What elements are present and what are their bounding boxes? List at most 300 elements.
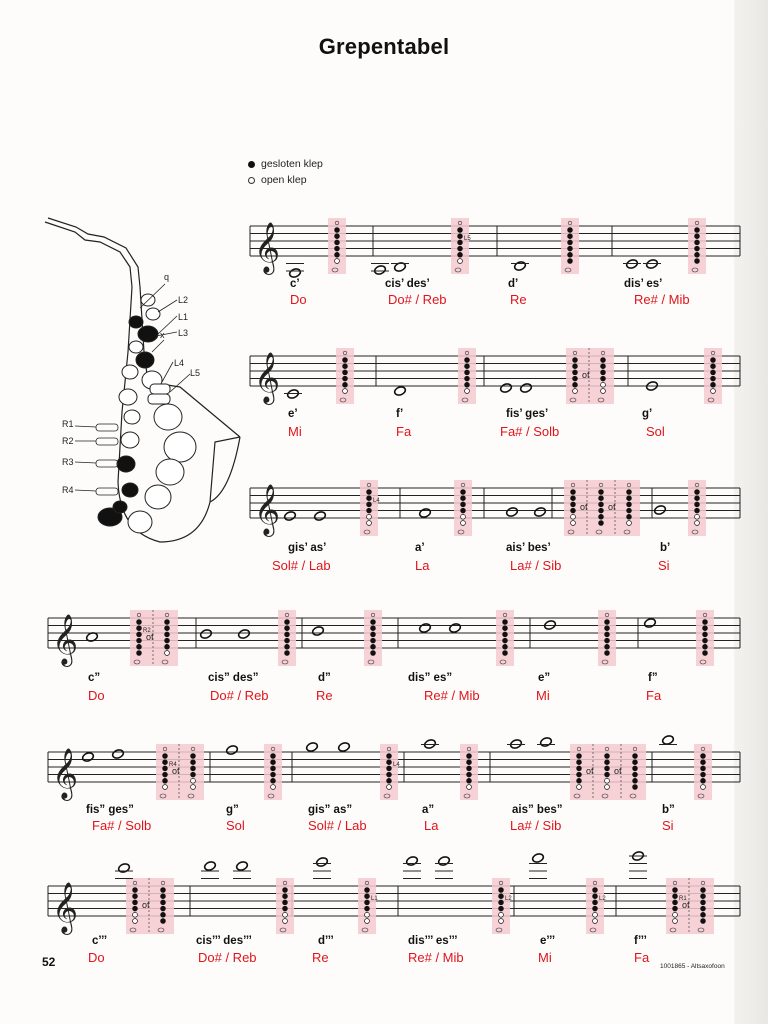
closed-key-icon <box>465 358 470 363</box>
open-key-icon <box>271 785 276 790</box>
solfege-name: Mi <box>536 688 550 703</box>
closed-key-icon <box>365 894 370 899</box>
fingering-box <box>130 610 178 666</box>
sax-label-x: x <box>160 330 165 340</box>
closed-key-icon <box>627 496 632 501</box>
closed-key-icon <box>467 778 472 783</box>
closed-key-icon <box>367 508 372 513</box>
closed-key-icon <box>605 626 610 631</box>
closed-key-icon <box>283 900 288 905</box>
fingering-box <box>566 348 614 404</box>
closed-key-icon <box>367 496 372 501</box>
closed-key-icon <box>599 514 604 519</box>
closed-key-icon <box>458 234 463 239</box>
closed-key-icon <box>593 900 598 905</box>
note-name: cis” des” <box>208 672 259 684</box>
open-key-icon <box>133 912 138 917</box>
closed-key-icon <box>599 502 604 507</box>
closed-key-icon <box>627 514 632 519</box>
note-name: gis’ as’ <box>288 542 327 554</box>
closed-key-icon <box>571 496 576 501</box>
closed-key-icon <box>577 760 582 765</box>
closed-key-icon <box>568 228 573 233</box>
closed-key-icon <box>165 638 170 643</box>
note-head <box>534 507 547 518</box>
closed-key-icon <box>695 234 700 239</box>
closed-key-icon <box>371 620 376 625</box>
closed-key-icon <box>701 906 706 911</box>
sax-label-r4: R4 <box>62 485 74 495</box>
closed-key-icon <box>571 502 576 507</box>
note-name: b” <box>662 804 675 816</box>
or-label: of <box>608 502 616 512</box>
note-head <box>82 752 95 763</box>
closed-key-icon <box>503 638 508 643</box>
closed-key-icon <box>367 490 372 495</box>
note-head <box>644 618 657 629</box>
closed-key-icon <box>191 760 196 765</box>
closed-key-icon <box>503 651 508 656</box>
closed-key-icon <box>499 888 504 893</box>
or-label: of <box>682 900 690 910</box>
closed-key-icon <box>191 754 196 759</box>
closed-key-icon <box>627 508 632 513</box>
key-label: R2 <box>143 628 151 634</box>
or-label: of <box>580 502 588 512</box>
closed-key-icon <box>701 888 706 893</box>
closed-key-icon <box>711 376 716 381</box>
closed-key-icon <box>133 900 138 905</box>
note-name: gis” as” <box>308 804 353 816</box>
closed-key-icon <box>599 521 604 526</box>
page-number: 52 <box>42 955 56 969</box>
key-label: R4 <box>169 762 177 768</box>
closed-key-icon <box>701 760 706 765</box>
closed-key-icon <box>343 364 348 369</box>
or-label: of <box>586 766 594 776</box>
solfege-name: Sol# / Lab <box>272 558 331 573</box>
solfege-name: Re <box>316 688 333 703</box>
solfege-name: Do# / Reb <box>388 292 447 307</box>
treble-clef-icon: 𝄞 <box>254 353 281 402</box>
key-label: L4 <box>393 762 400 768</box>
closed-key-icon <box>577 778 582 783</box>
sax-label-l1: L1 <box>178 312 189 322</box>
open-key-icon <box>701 785 706 790</box>
closed-key-icon <box>271 766 276 771</box>
closed-key-icon <box>701 894 706 899</box>
closed-key-icon <box>701 778 706 783</box>
closed-key-icon <box>137 620 142 625</box>
closed-key-icon <box>695 496 700 501</box>
closed-key-icon <box>161 900 166 905</box>
closed-key-icon <box>605 638 610 643</box>
note-head <box>540 737 553 748</box>
closed-key-icon <box>161 888 166 893</box>
open-key-icon <box>343 389 348 394</box>
note-head <box>406 856 419 867</box>
note-name: f” <box>648 672 658 684</box>
closed-key-icon <box>593 894 598 899</box>
closed-key-icon <box>387 760 392 765</box>
solfege-name: Re# / Mib <box>424 688 480 703</box>
closed-key-icon <box>703 651 708 656</box>
open-key-icon <box>387 785 392 790</box>
closed-key-icon <box>499 900 504 905</box>
closed-key-icon <box>271 754 276 759</box>
note-head <box>204 861 217 872</box>
open-key-icon <box>461 521 466 526</box>
closed-key-icon <box>335 228 340 233</box>
closed-key-icon <box>573 370 578 375</box>
closed-key-icon <box>161 906 166 911</box>
closed-key-icon <box>283 888 288 893</box>
open-key-icon <box>191 778 196 783</box>
note-name: e’’’ <box>540 935 556 947</box>
closed-key-icon <box>695 252 700 257</box>
closed-key-icon <box>371 638 376 643</box>
open-key-icon <box>695 514 700 519</box>
closed-key-icon <box>271 772 276 777</box>
closed-key-icon <box>499 906 504 911</box>
closed-key-icon <box>335 240 340 245</box>
solfege-name: Re <box>312 950 329 965</box>
open-key-icon <box>627 521 632 526</box>
sax-label-q: q <box>164 272 170 282</box>
legend-closed-label: gesloten klep <box>261 158 323 170</box>
closed-key-icon <box>467 760 472 765</box>
closed-key-icon <box>137 632 142 637</box>
closed-key-icon <box>633 778 638 783</box>
solfege-name: Sol# / Lab <box>308 818 367 833</box>
sax-label-l3: L3 <box>178 328 189 338</box>
closed-key-icon <box>163 766 168 771</box>
note-name: cis’’’ des’’’ <box>196 935 252 947</box>
closed-key-icon <box>605 644 610 649</box>
solfege-name: La# / Sib <box>510 558 562 573</box>
closed-key-icon <box>163 754 168 759</box>
note-head <box>236 861 249 872</box>
closed-key-icon <box>365 888 370 893</box>
note-name: d’’’ <box>318 935 334 947</box>
closed-key-icon <box>467 766 472 771</box>
key-label: R1 <box>679 896 687 902</box>
closed-key-icon <box>577 772 582 777</box>
closed-key-icon <box>133 888 138 893</box>
closed-key-icon <box>605 754 610 759</box>
closed-key-icon <box>673 906 678 911</box>
closed-key-icon <box>695 502 700 507</box>
open-key-icon <box>601 389 606 394</box>
closed-key-icon <box>343 370 348 375</box>
open-key-icon <box>605 785 610 790</box>
closed-key-icon <box>465 382 470 387</box>
closed-key-icon <box>605 632 610 637</box>
closed-key-icon <box>599 508 604 513</box>
closed-key-icon <box>703 638 708 643</box>
closed-key-icon <box>371 644 376 649</box>
note-head <box>514 261 527 272</box>
fingering-box <box>666 878 714 934</box>
closed-key-icon <box>711 364 716 369</box>
closed-key-icon <box>573 376 578 381</box>
closed-key-icon <box>627 490 632 495</box>
closed-key-icon <box>605 760 610 765</box>
closed-key-icon <box>343 358 348 363</box>
closed-key-icon <box>165 644 170 649</box>
closed-key-icon <box>458 240 463 245</box>
closed-key-icon <box>571 508 576 513</box>
solfege-name: Fa <box>396 424 412 439</box>
open-key-icon <box>571 521 576 526</box>
note-name: g’ <box>642 408 653 420</box>
closed-key-icon <box>573 358 578 363</box>
note-head <box>118 863 131 874</box>
open-key-icon <box>499 912 504 917</box>
closed-key-icon <box>499 894 504 899</box>
closed-key-icon <box>271 760 276 765</box>
closed-key-icon <box>703 626 708 631</box>
open-key-icon <box>711 389 716 394</box>
open-key-icon <box>133 919 138 924</box>
solfege-name: La <box>415 558 430 573</box>
note-name: d” <box>318 672 331 684</box>
note-name: a’ <box>415 542 425 554</box>
closed-key-icon <box>605 620 610 625</box>
closed-key-icon <box>387 754 392 759</box>
closed-key-icon <box>465 376 470 381</box>
note-name: dis’’’ es’’’ <box>408 935 458 947</box>
solfege-name: Sol <box>226 818 245 833</box>
open-key-icon <box>191 785 196 790</box>
key-label: L4 <box>373 498 380 504</box>
closed-key-icon <box>601 370 606 375</box>
note-head <box>646 259 659 270</box>
closed-key-icon <box>601 364 606 369</box>
note-head <box>338 742 351 753</box>
open-key-icon <box>695 521 700 526</box>
closed-key-icon <box>467 772 472 777</box>
solfege-name: Sol <box>646 424 665 439</box>
treble-clef-icon: 𝄞 <box>52 883 79 932</box>
closed-key-icon <box>633 760 638 765</box>
closed-key-icon <box>285 638 290 643</box>
closed-key-icon <box>599 490 604 495</box>
closed-key-icon <box>461 490 466 495</box>
solfege-name: Fa <box>646 688 662 703</box>
closed-key-icon <box>163 778 168 783</box>
note-name: c” <box>88 672 101 684</box>
closed-key-icon <box>503 644 508 649</box>
note-name: cis’ des’ <box>385 278 430 290</box>
closed-key-icon <box>371 651 376 656</box>
open-key-icon <box>283 919 288 924</box>
open-key-icon <box>458 259 463 264</box>
closed-key-icon <box>137 638 142 643</box>
note-head <box>306 742 319 753</box>
solfege-name: Si <box>662 818 674 833</box>
note-name: ais’ bes’ <box>506 542 551 554</box>
closed-key-icon <box>711 370 716 375</box>
closed-key-icon <box>137 651 142 656</box>
closed-key-icon <box>568 240 573 245</box>
closed-key-icon <box>343 382 348 387</box>
open-key-icon <box>593 919 598 924</box>
closed-key-icon <box>465 370 470 375</box>
note-head <box>419 623 432 634</box>
solfege-name: La# / Sib <box>510 818 562 833</box>
closed-key-icon <box>161 894 166 899</box>
note-head <box>238 629 251 640</box>
closed-key-icon <box>695 240 700 245</box>
sax-label-l4: L4 <box>174 358 185 368</box>
note-head <box>314 511 327 522</box>
closed-key-icon <box>695 259 700 264</box>
note-name: ais” bes” <box>512 804 563 816</box>
open-key-icon <box>163 785 168 790</box>
solfege-name: Mi <box>288 424 302 439</box>
closed-key-icon <box>503 632 508 637</box>
closed-key-icon <box>633 772 638 777</box>
closed-key-icon <box>701 912 706 917</box>
closed-key-icon <box>599 496 604 501</box>
closed-key-icon <box>605 772 610 777</box>
closed-key-icon <box>673 894 678 899</box>
closed-key-icon <box>387 778 392 783</box>
closed-key-icon <box>601 376 606 381</box>
closed-key-icon <box>191 772 196 777</box>
closed-key-icon <box>711 382 716 387</box>
solfege-name: Do <box>88 950 105 965</box>
page-title: Grepentabel <box>318 34 450 59</box>
open-key-icon <box>283 912 288 917</box>
note-name: c’’’ <box>92 935 108 947</box>
open-key-icon <box>673 919 678 924</box>
note-name: g” <box>226 804 239 816</box>
closed-key-icon <box>461 508 466 513</box>
closed-key-icon <box>285 620 290 625</box>
solfege-name: Re# / Mib <box>408 950 464 965</box>
solfege-name: Fa# / Solb <box>92 818 152 833</box>
closed-key-icon <box>503 620 508 625</box>
closed-key-icon <box>673 888 678 893</box>
note-name: b’ <box>660 542 671 554</box>
open-key-icon <box>573 389 578 394</box>
open-key-icon <box>601 382 606 387</box>
closed-key-icon <box>503 626 508 631</box>
note-name: fis” ges” <box>86 804 134 816</box>
sax-label-l2: L2 <box>178 295 189 305</box>
closed-key-icon <box>335 246 340 251</box>
open-key-icon <box>367 521 372 526</box>
or-label: of <box>172 766 180 776</box>
closed-key-icon <box>695 508 700 513</box>
open-key-icon <box>593 912 598 917</box>
closed-key-icon <box>285 632 290 637</box>
solfege-name: La <box>424 818 439 833</box>
note-head <box>520 383 533 394</box>
note-name: f’’’ <box>634 935 647 947</box>
key-label: L1 <box>371 896 378 902</box>
closed-key-icon <box>701 919 706 924</box>
note-head <box>500 383 513 394</box>
note-name: e” <box>538 672 551 684</box>
closed-key-icon <box>137 644 142 649</box>
closed-key-icon <box>633 754 638 759</box>
sax-label-r2: R2 <box>62 436 74 446</box>
closed-key-icon <box>165 632 170 637</box>
solfege-name: Fa <box>634 950 650 965</box>
key-label: L2 <box>505 896 512 902</box>
note-head <box>544 620 557 631</box>
closed-key-icon <box>703 632 708 637</box>
closed-key-icon <box>568 259 573 264</box>
note-name: d’ <box>508 278 519 290</box>
note-head <box>626 259 639 270</box>
fingering-box <box>156 744 204 800</box>
or-label: of <box>142 900 150 910</box>
or-label: of <box>614 766 622 776</box>
closed-key-icon <box>365 906 370 911</box>
open-key-icon <box>673 912 678 917</box>
treble-clef-icon: 𝄞 <box>254 485 281 534</box>
closed-key-icon <box>568 234 573 239</box>
note-head <box>374 265 387 276</box>
closed-key-icon <box>161 919 166 924</box>
closed-key-icon <box>165 620 170 625</box>
closed-key-icon <box>365 900 370 905</box>
closed-key-icon <box>695 246 700 251</box>
note-head <box>449 623 462 634</box>
open-key-icon <box>461 514 466 519</box>
note-head <box>662 735 675 746</box>
closed-key-icon <box>285 626 290 631</box>
open-key-icon <box>499 919 504 924</box>
closed-key-icon <box>163 772 168 777</box>
note-name: e’ <box>288 408 298 420</box>
closed-key-icon <box>335 252 340 257</box>
treble-clef-icon: 𝄞 <box>254 223 281 272</box>
note-name: dis” es” <box>408 672 453 684</box>
closed-key-icon <box>593 888 598 893</box>
solfege-name: Mi <box>538 950 552 965</box>
open-key-icon <box>365 919 370 924</box>
closed-key-icon <box>163 760 168 765</box>
closed-key-icon <box>703 620 708 625</box>
note-head <box>424 739 437 750</box>
solfege-name: Do <box>88 688 105 703</box>
open-key-icon <box>335 259 340 264</box>
note-head <box>510 739 523 750</box>
solfege-name: Do# / Reb <box>210 688 269 703</box>
sax-label-l5: L5 <box>190 368 201 378</box>
closed-key-icon <box>387 766 392 771</box>
closed-key-icon <box>711 358 716 363</box>
closed-key-icon <box>601 358 606 363</box>
key-label: L5 <box>464 236 471 242</box>
closed-key-icon <box>371 632 376 637</box>
closed-key-icon <box>387 772 392 777</box>
open-key-icon <box>467 785 472 790</box>
footer-text: 1001865 - Altsaxofoon <box>660 963 725 970</box>
note-head <box>394 386 407 397</box>
closed-key-icon <box>633 766 638 771</box>
treble-clef-icon: 𝄞 <box>52 749 79 798</box>
closed-key-icon <box>458 228 463 233</box>
open-key-icon <box>367 514 372 519</box>
solfege-name: Fa# / Solb <box>500 424 560 439</box>
solfege-name: Re# / Mib <box>634 292 690 307</box>
